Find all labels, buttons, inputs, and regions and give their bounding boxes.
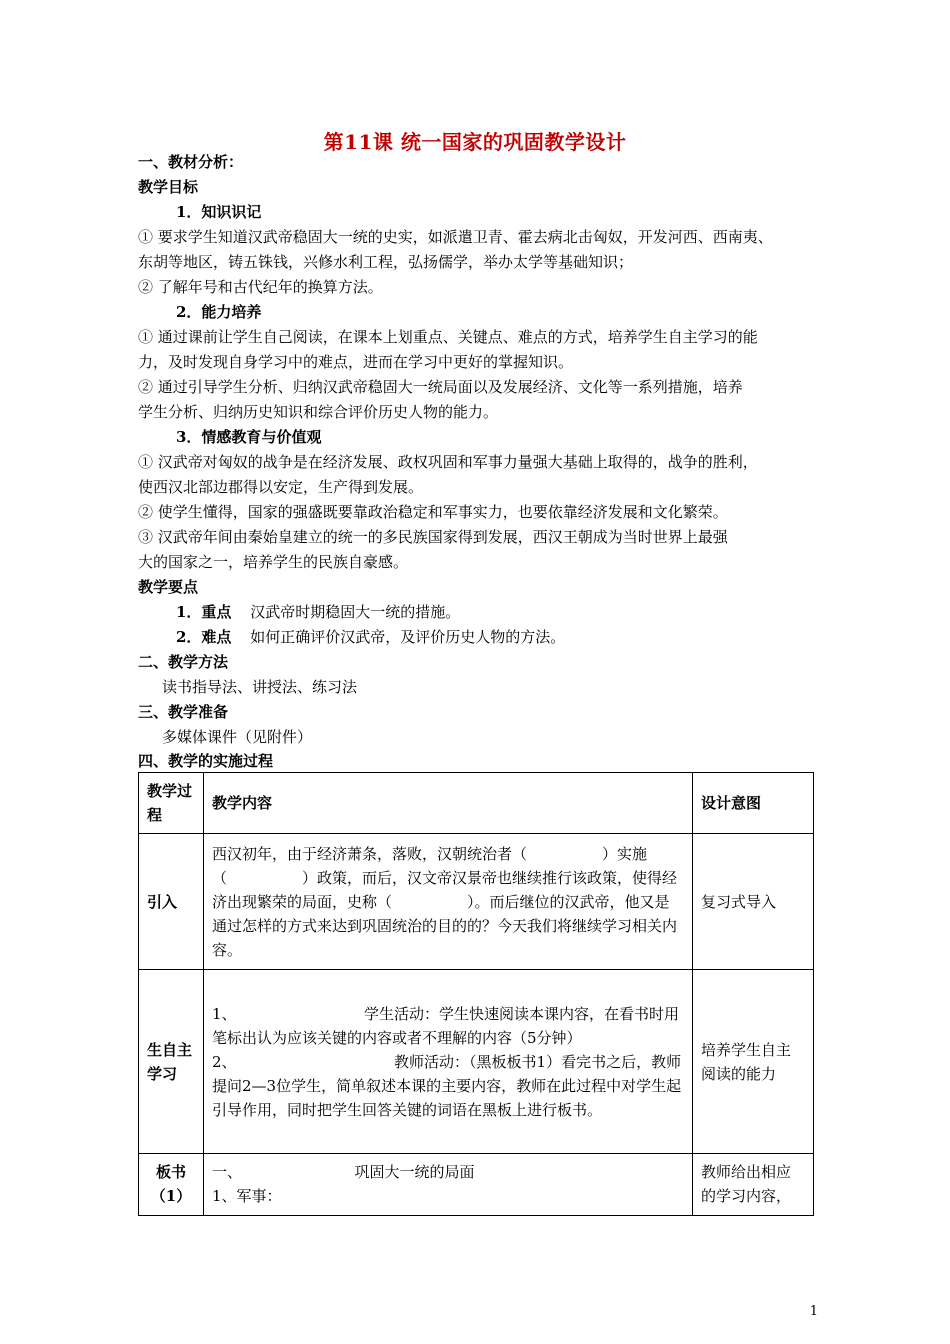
section-4-heading: 四、教学的实施过程 xyxy=(138,752,274,770)
section-2-heading: 二、教学方法 xyxy=(138,653,229,671)
emotion-item-3b: 大的国家之一，培养学生的民族自豪感。 xyxy=(138,553,409,571)
intent-self-study: 培养学生自主阅读的能力 xyxy=(693,970,814,1154)
knowledge-item-2: ② 了解年号和古代纪年的换算方法。 xyxy=(138,278,383,296)
knowledge-item-1b: 东胡等地区，铸五铢钱，兴修水利工程，弘扬儒学，举办太学等基础知识； xyxy=(138,253,634,271)
section-3-heading: 三、教学准备 xyxy=(138,703,229,721)
ability-item-2b: 学生分析、归纳历史知识和综合评价历史人物的能力。 xyxy=(138,403,499,421)
stage-self-study: 生自主学习 xyxy=(139,970,204,1154)
stage-intro: 引入 xyxy=(139,834,204,970)
table-row xyxy=(139,834,814,970)
difficult-point-label: 2．难点 xyxy=(176,628,232,646)
emotion-item-3a: ③ 汉武帝年间由秦始皇建立的统一的多民族国家得到发展，西汉王朝成为当时世界上最强 xyxy=(138,528,728,546)
emotion-heading: 3．情感教育与价值观 xyxy=(176,428,322,446)
knowledge-heading: 1．知识识记 xyxy=(176,203,262,221)
ability-item-1b: 力，及时发现自身学习中的难点，进而在学习中更好的掌握知识。 xyxy=(138,353,574,371)
teacher-activity: 2、 教师活动：（黑板板书1）看完书之后，教师提问2—3位学生，简单叙述本课的主要内容，教师在此过程中对学生起引导作用，同时把学生回答关键的词语在黑板上进行板书。 xyxy=(212,1052,682,1119)
process-table xyxy=(138,772,814,1216)
content-board xyxy=(204,1154,693,1216)
table-row xyxy=(139,1154,814,1216)
page-title: 第11课 统一国家的巩固教学设计 xyxy=(323,130,627,154)
page-number: 1 xyxy=(809,1304,818,1319)
ability-item-1a: ① 通过课前让学生自己阅读，在课本上划重点、关键点、难点的方式，培养学生自主学习的能 xyxy=(138,328,758,346)
knowledge-item-1a: ① 要求学生知道汉武帝稳固大一统的史实，如派遣卫青、霍去病北击匈奴，开发河西、西南夷、 xyxy=(138,228,773,246)
intent-intro: 复习式导入 xyxy=(693,834,814,970)
header-content: 教学内容 xyxy=(204,773,693,834)
section-1-heading: 一、教材分析： xyxy=(138,153,244,171)
emotion-item-2: ② 使学生懂得，国家的强盛既要靠政治稳定和军事实力，也要依靠经济发展和文化繁荣。 xyxy=(138,503,728,521)
ability-item-2a: ② 通过引导学生分析、归纳汉武帝稳固大一统局面以及发展经济、文化等一系列措施，培养 xyxy=(138,378,743,396)
board-line-2: 1、军事： xyxy=(212,1187,282,1205)
student-activity: 1、 学生活动：学生快速阅读本课内容，在看书时用笔标出认为应该关键的内容或者不理解的内容（5分钟） xyxy=(212,1004,680,1047)
key-point xyxy=(176,600,856,625)
header-stage: 教学过程 xyxy=(139,773,204,834)
stage-board: 板书（1） xyxy=(139,1154,204,1216)
table-header-row xyxy=(139,773,814,834)
header-intent: 设计意图 xyxy=(693,773,814,834)
points-heading: 教学要点 xyxy=(138,578,199,596)
board-line-1: 一、 巩固大一统的局面 xyxy=(212,1163,475,1181)
key-point-label: 1．重点 xyxy=(176,603,232,621)
section-2-text: 读书指导法、讲授法、练习法 xyxy=(162,678,358,696)
emotion-item-1a: ① 汉武帝对匈奴的战争是在经济发展、政权巩固和军事力量强大基础上取得的，战争的胜利， xyxy=(138,453,758,471)
section-3-text: 多媒体课件（见附件） xyxy=(162,728,313,746)
content-self-study xyxy=(204,970,693,1154)
difficult-point xyxy=(176,625,856,650)
content-intro: 西汉初年，由于经济萧条，落败，汉朝统治者（ ）实施（ ）政策，而后，汉文帝汉景帝也继续推行该政策，使得经济出现繁荣的局面，史称（ ）。而后继位的汉武帝，他又是通过怎样的方式来达到巩固统治的目的的？今天我们将继续学习相关内容。 xyxy=(204,834,693,970)
emotion-item-1b: 使西汉北部边郡得以安定，生产得到发展。 xyxy=(138,478,424,496)
goals-heading: 教学目标 xyxy=(138,178,199,196)
table-row xyxy=(139,970,814,1154)
key-point-text: 汉武帝时期稳固大一统的措施。 xyxy=(250,603,461,621)
intent-board: 教师给出相应的学习内容， xyxy=(693,1154,814,1216)
ability-heading: 2．能力培养 xyxy=(176,303,262,321)
difficult-point-text: 如何正确评价汉武帝，及评价历史人物的方法。 xyxy=(250,628,566,646)
